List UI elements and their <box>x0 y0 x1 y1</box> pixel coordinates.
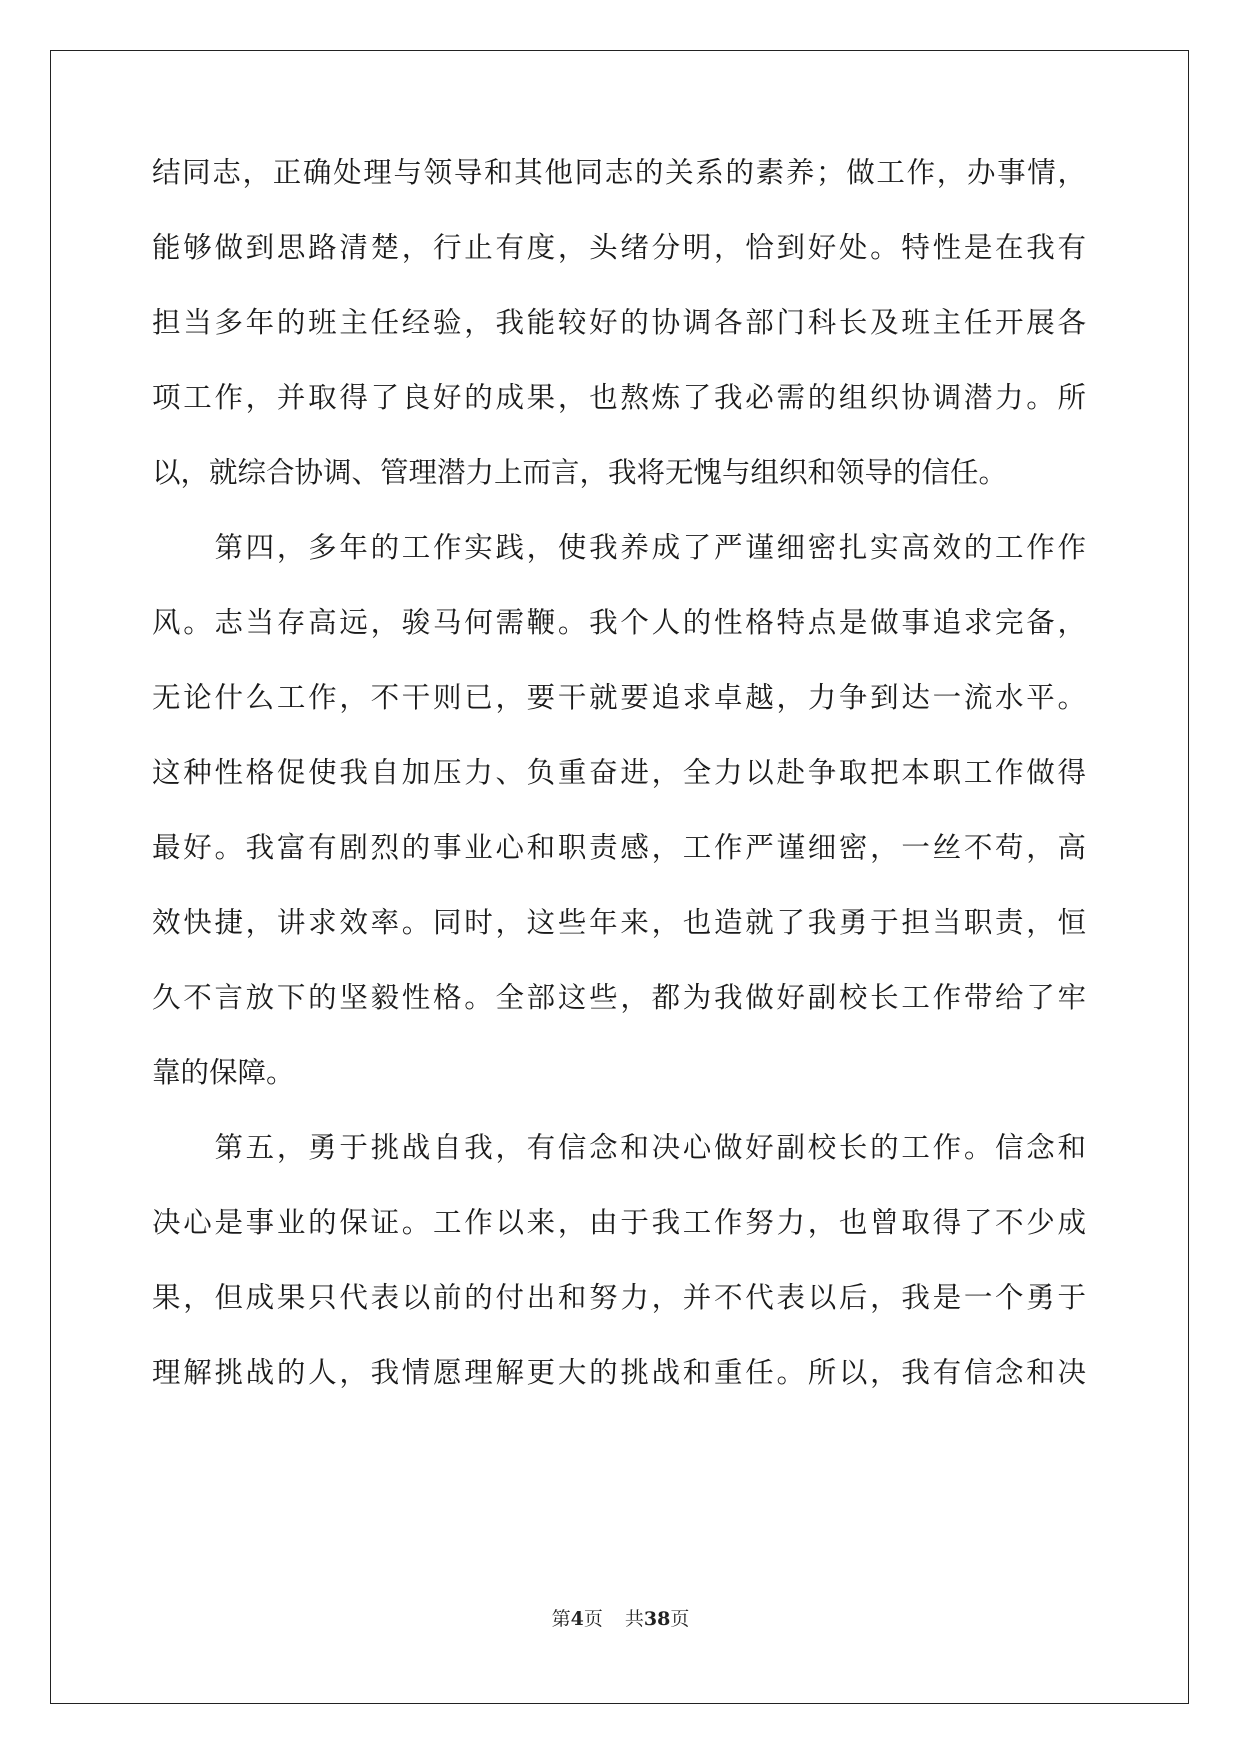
body-text-line: 无论什么工作，不干则已，要干就要追求卓越，力争到达一流水平。 <box>152 681 1086 714</box>
page-label-prefix: 第 <box>551 1608 571 1630</box>
body-text-line: 能够做到思路清楚，行止有度，头绪分明，恰到好处。特性是在我有 <box>152 231 1086 264</box>
body-text-line: 久不言放下的坚毅性格。全部这些，都为我做好副校长工作带给了牢 <box>152 981 1086 1014</box>
page-number: 4 <box>570 1608 584 1630</box>
total-label-suffix: 页 <box>670 1608 690 1630</box>
body-text-line: 以，就综合协调、管理潜力上而言，我将无愧与组织和领导的信任。 <box>152 456 1008 489</box>
body-text-line: 风。志当存高远，骏马何需鞭。我个人的性格特点是做事追求完备， <box>152 606 1086 639</box>
body-text-line: 效快捷，讲求效率。同时，这些年来，也造就了我勇于担当职责，恒 <box>152 906 1086 939</box>
body-text-line: 项工作，并取得了良好的成果，也熬炼了我必需的组织协调潜力。所 <box>152 381 1086 414</box>
page-footer <box>0 1606 1241 1632</box>
body-text-line: 靠的保障。 <box>152 1056 295 1089</box>
body-text-line: 第四，多年的工作实践，使我养成了严谨细密扎实高效的工作作 <box>152 531 1086 564</box>
body-text-line: 第五，勇于挑战自我，有信念和决心做好副校长的工作。信念和 <box>152 1131 1086 1164</box>
body-text-line: 最好。我富有剧烈的事业心和职责感，工作严谨细密，一丝不苟，高 <box>152 831 1086 864</box>
body-text-line: 结同志，正确处理与领导和其他同志的关系的素养；做工作，办事情， <box>152 156 1086 189</box>
body-text-line: 这种性格促使我自加压力、负重奋进，全力以赴争取把本职工作做得 <box>152 756 1086 789</box>
total-label-prefix: 共 <box>624 1608 644 1630</box>
body-text-line: 决心是事业的保证。工作以来，由于我工作努力，也曾取得了不少成 <box>152 1206 1086 1239</box>
body-text-line: 果，但成果只代表以前的付出和努力，并不代表以后，我是一个勇于 <box>152 1281 1086 1314</box>
page-label-suffix: 页 <box>583 1608 603 1630</box>
page-border <box>50 50 1189 1704</box>
body-text-line: 担当多年的班主任经验，我能较好的协调各部门科长及班主任开展各 <box>152 306 1086 339</box>
total-pages: 38 <box>643 1608 671 1630</box>
body-text-line: 理解挑战的人，我情愿理解更大的挑战和重任。所以，我有信念和决 <box>152 1356 1086 1389</box>
